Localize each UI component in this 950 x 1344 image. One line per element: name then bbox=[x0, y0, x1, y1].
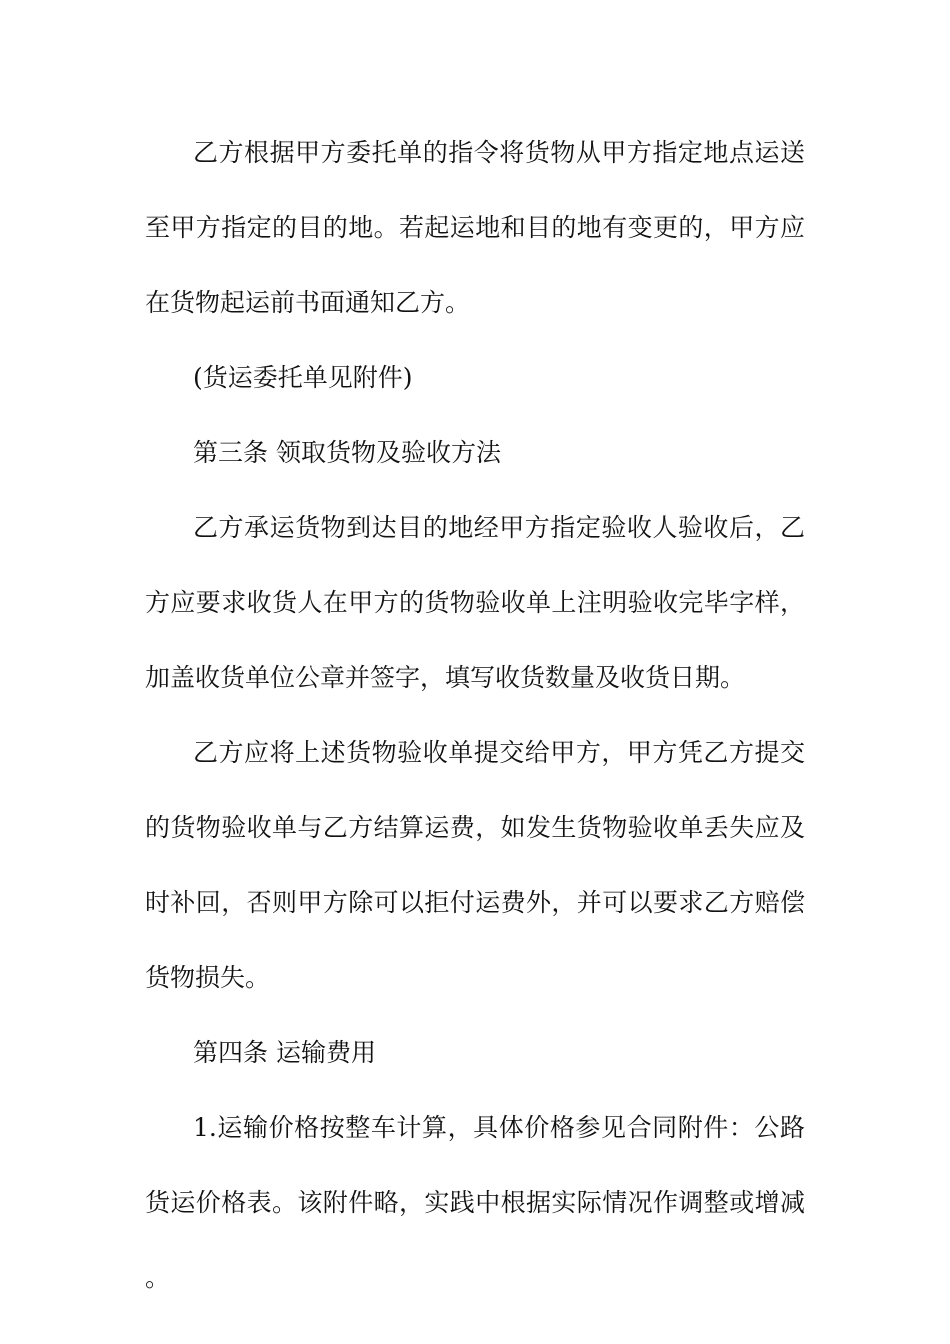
section-heading-article-3: 第三条 领取货物及验收方法 bbox=[193, 438, 501, 467]
paragraph-transport-price: 1.运输价格按整车计算，具体价格参见合同附件：公路货运价格表。该附件略，实践中根据实际情况作调整或增减。 bbox=[145, 1113, 805, 1292]
document-body bbox=[145, 115, 805, 1315]
paragraph-delivery-instructions: 乙方根据甲方委托单的指令将货物从甲方指定地点运送至甲方指定的目的地。若起运地和目的地有变更的，甲方应在货物起运前书面通知乙方。 bbox=[145, 138, 805, 317]
section-heading-article-4: 第四条 运输费用 bbox=[193, 1038, 376, 1067]
paragraph-attachment-note: (货运委托单见附件) bbox=[193, 363, 413, 392]
paragraph-acceptance-procedure: 乙方承运货物到达目的地经甲方指定验收人验收后，乙方应要求收货人在甲方的货物验收单上注明验收完毕字样，加盖收货单位公章并签字，填写收货数量及收货日期。 bbox=[145, 513, 805, 692]
paragraph-receipt-submission: 乙方应将上述货物验收单提交给甲方，甲方凭乙方提交的货物验收单与乙方结算运费，如发生货物验收单丢失应及时补回，否则甲方除可以拒付运费外，并可以要求乙方赔偿货物损失。 bbox=[145, 738, 805, 992]
